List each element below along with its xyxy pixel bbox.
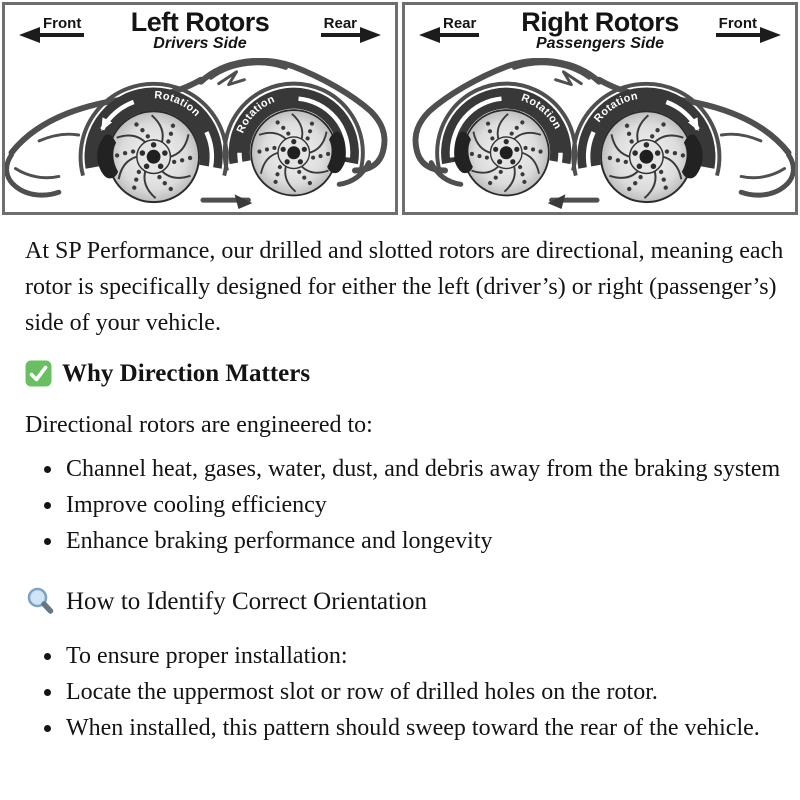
- rotor-direction-diagram: [0, 0, 800, 217]
- section-title: Why Direction Matters: [62, 360, 311, 387]
- panel-subtitle: Passengers Side: [535, 35, 665, 53]
- check-icon: [25, 360, 52, 387]
- rotation-label-text: Rotation: [234, 93, 277, 135]
- installation-steps-list: [25, 638, 788, 746]
- magnifier-icon: [25, 586, 56, 616]
- intro-paragraph: At SP Performance, our drilled and slotted rotors are directional, meaning each rotor is specifically designed for either the left (driver’s) or right (passenger’s) side of your vehicle.: [25, 238, 784, 336]
- rotation-label-text: Rotation: [153, 89, 203, 120]
- article-body: [0, 217, 800, 770]
- direction-label: Rear: [440, 15, 479, 37]
- direction-label: Front: [716, 15, 760, 37]
- panel-title: Right Rotors: [521, 7, 679, 37]
- car-sketch-left: [5, 58, 395, 210]
- section-title: How to Identify Correct Orientation: [66, 587, 428, 615]
- list-item: • When installed, this pattern should sweep toward the rear of the vehicle.: [64, 710, 788, 746]
- diagram-panel-left: [2, 2, 398, 215]
- arrow-right-icon: [760, 27, 781, 43]
- rotation-label-text: Rotation: [592, 90, 640, 125]
- list-item: • To ensure proper installation:: [64, 638, 788, 674]
- panel-title: Left Rotors: [130, 7, 270, 37]
- section-heading-identify-orientation: [25, 583, 788, 621]
- arrow-right-icon: [360, 27, 381, 43]
- rear-arrow-label: [321, 15, 381, 37]
- list-item: • Enhance braking performance and longevity: [64, 523, 788, 559]
- list-item: • Locate the uppermost slot or row of drilled holes on the rotor.: [64, 674, 788, 710]
- direction-label: Front: [40, 15, 84, 37]
- section-heading-why-direction-matters: [25, 355, 788, 393]
- list-item: • Channel heat, gases, water, dust, and debris away from the braking system: [64, 451, 788, 487]
- direction-label: Rear: [321, 15, 360, 37]
- list-item: • Improve cooling efficiency: [64, 487, 788, 523]
- section-lead: Directional rotors are engineered to:: [25, 411, 373, 438]
- panel-subtitle: Drivers Side: [153, 35, 247, 53]
- car-sketch-right: [405, 58, 795, 210]
- front-arrow-label: [716, 15, 781, 37]
- rotation-label-text: Rotation: [519, 91, 564, 132]
- diagram-panel-right: [402, 2, 798, 215]
- benefits-list: [25, 451, 788, 559]
